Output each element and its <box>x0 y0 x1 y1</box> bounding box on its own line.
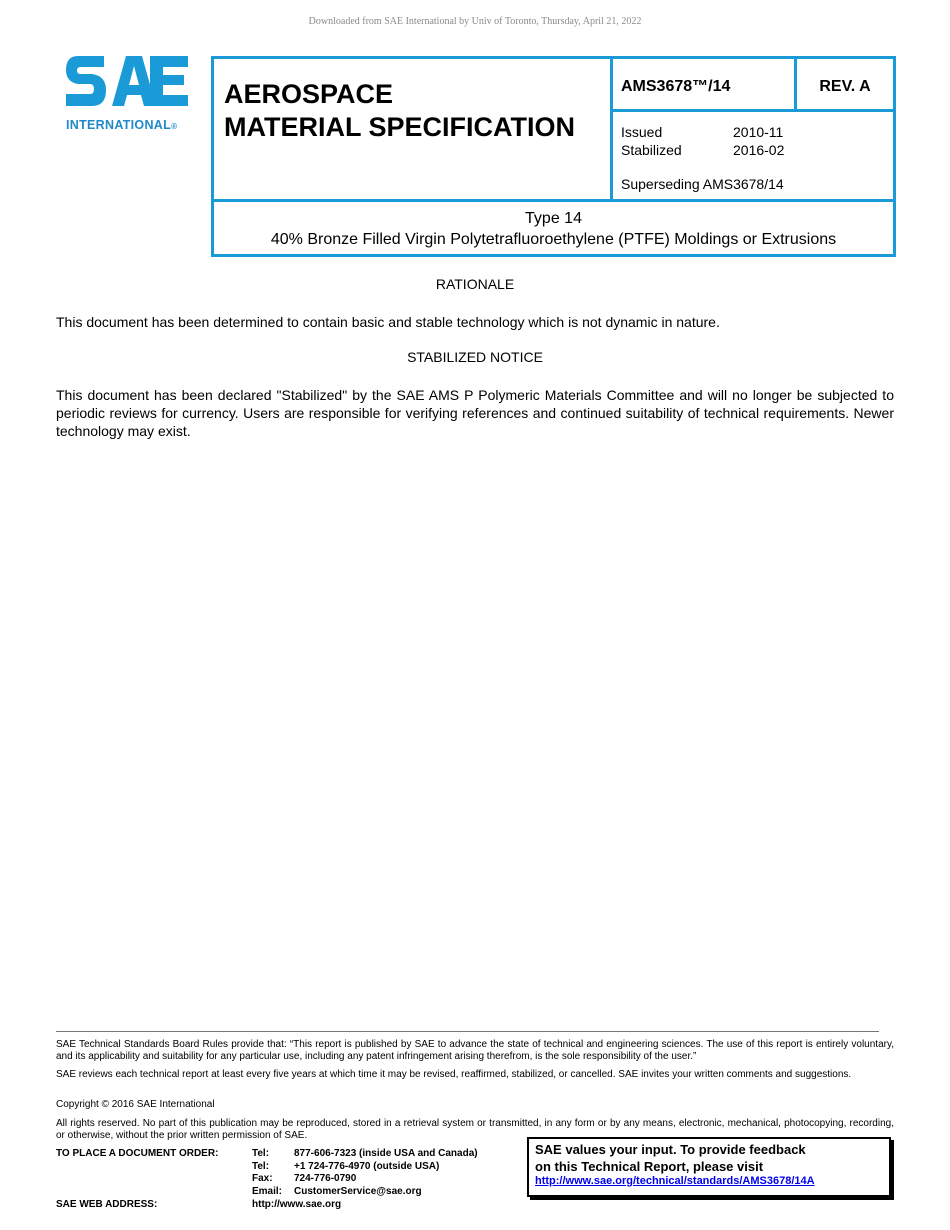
rationale-heading: RATIONALE <box>435 276 515 292</box>
logo-wordmark-text: INTERNATIONAL <box>66 118 172 132</box>
feedback-line-2: on this Technical Report, please visit <box>535 1158 764 1174</box>
order-label: TO PLACE A DOCUMENT ORDER: <box>56 1148 219 1159</box>
feedback-link[interactable]: http://www.sae.org/technical/standards/AMS3678/14A <box>535 1175 815 1187</box>
date-list <box>621 123 784 159</box>
superseding-note: Superseding AMS3678/14 <box>621 176 784 192</box>
document-id: AMS3678™/14 <box>621 78 731 95</box>
type-line-2: 40% Bronze Filled Virgin Polytetrafluoroethylene (PTFE) Moldings or Extrusions <box>270 231 837 248</box>
web-address-value[interactable]: http://www.sae.org <box>252 1199 342 1210</box>
web-address-label: SAE WEB ADDRESS: <box>56 1199 158 1210</box>
email-row <box>252 1186 478 1199</box>
tel-label-2: Tel: <box>252 1160 270 1172</box>
tel-value-2: +1 724-776-4970 (outside USA) <box>294 1160 440 1172</box>
footer-divider <box>56 1031 879 1032</box>
document-title <box>224 78 575 144</box>
tel-label-1: Tel: <box>252 1148 270 1159</box>
logo-wordmark <box>66 118 177 132</box>
review-text: SAE reviews each technical report at least every five years at which time it may be revised, reaffirmed, stabilized, or cancelled. SAE invites your written comments and suggestions. <box>56 1069 852 1080</box>
issued-label: Issued <box>621 124 663 140</box>
copyright-text: Copyright © 2016 SAE International <box>56 1099 215 1110</box>
download-note: Downloaded from SAE International by Univ of Toronto, Thursday, April 21, 2022 <box>308 16 642 27</box>
rights-text: All rights reserved. No part of this publication may be reproduced, stored in a retrieval system or transmitted, in any form or by any means, electronic, mechanical, photocopying, recording, or otherwise, without the prior written permission of SAE. <box>56 1118 894 1141</box>
logo-reg-mark: ® <box>171 122 178 131</box>
document-revision: REV. A <box>819 78 871 95</box>
type-line-1: Type 14 <box>525 210 582 227</box>
feedback-text <box>535 1142 806 1175</box>
stabilized-label: Stabilized <box>621 142 682 158</box>
tel-row-2 <box>252 1161 478 1174</box>
stabilized-value: 2016-02 <box>733 142 785 158</box>
email-value[interactable]: CustomerService@sae.org <box>294 1185 422 1197</box>
tel-row-1 <box>252 1148 478 1161</box>
fax-label: Fax: <box>252 1173 273 1184</box>
issued-row <box>621 123 784 141</box>
document-title-line-2: MATERIAL SPECIFICATION <box>224 112 575 142</box>
stabilized-notice-text: This document has been declared "Stabilized" by the SAE AMS P Polymeric Materials Committee and will no longer be subjected to periodic reviews for currency. Users are responsible for verifying references and continued suitability of technical requirements. Newer technology may exist. <box>56 387 894 439</box>
email-label: Email: <box>252 1185 283 1197</box>
tel-value-1: 877-606-7323 (inside USA and Canada) <box>294 1148 478 1159</box>
stabilized-row <box>621 141 784 159</box>
rationale-text: This document has been determined to contain basic and stable technology which is not dynamic in nature. <box>56 314 720 330</box>
document-title-line-1: AEROSPACE <box>224 79 394 109</box>
stabilized-notice-heading: STABILIZED NOTICE <box>407 349 543 365</box>
rules-text: SAE Technical Standards Board Rules provide that: “This report is published by SAE to advance the state of technical and engineering sciences. The use of this report is entirely voluntary, and its applicability and suitability for any particular use, including any patent infringement arising therefrom, is the sole responsibility of the user.” <box>56 1039 894 1062</box>
issued-value: 2010-11 <box>733 124 784 140</box>
fax-row <box>252 1173 478 1186</box>
order-contacts <box>252 1148 478 1198</box>
feedback-line-1: SAE values your input. To provide feedback <box>535 1142 806 1157</box>
fax-value: 724-776-0790 <box>294 1173 357 1184</box>
